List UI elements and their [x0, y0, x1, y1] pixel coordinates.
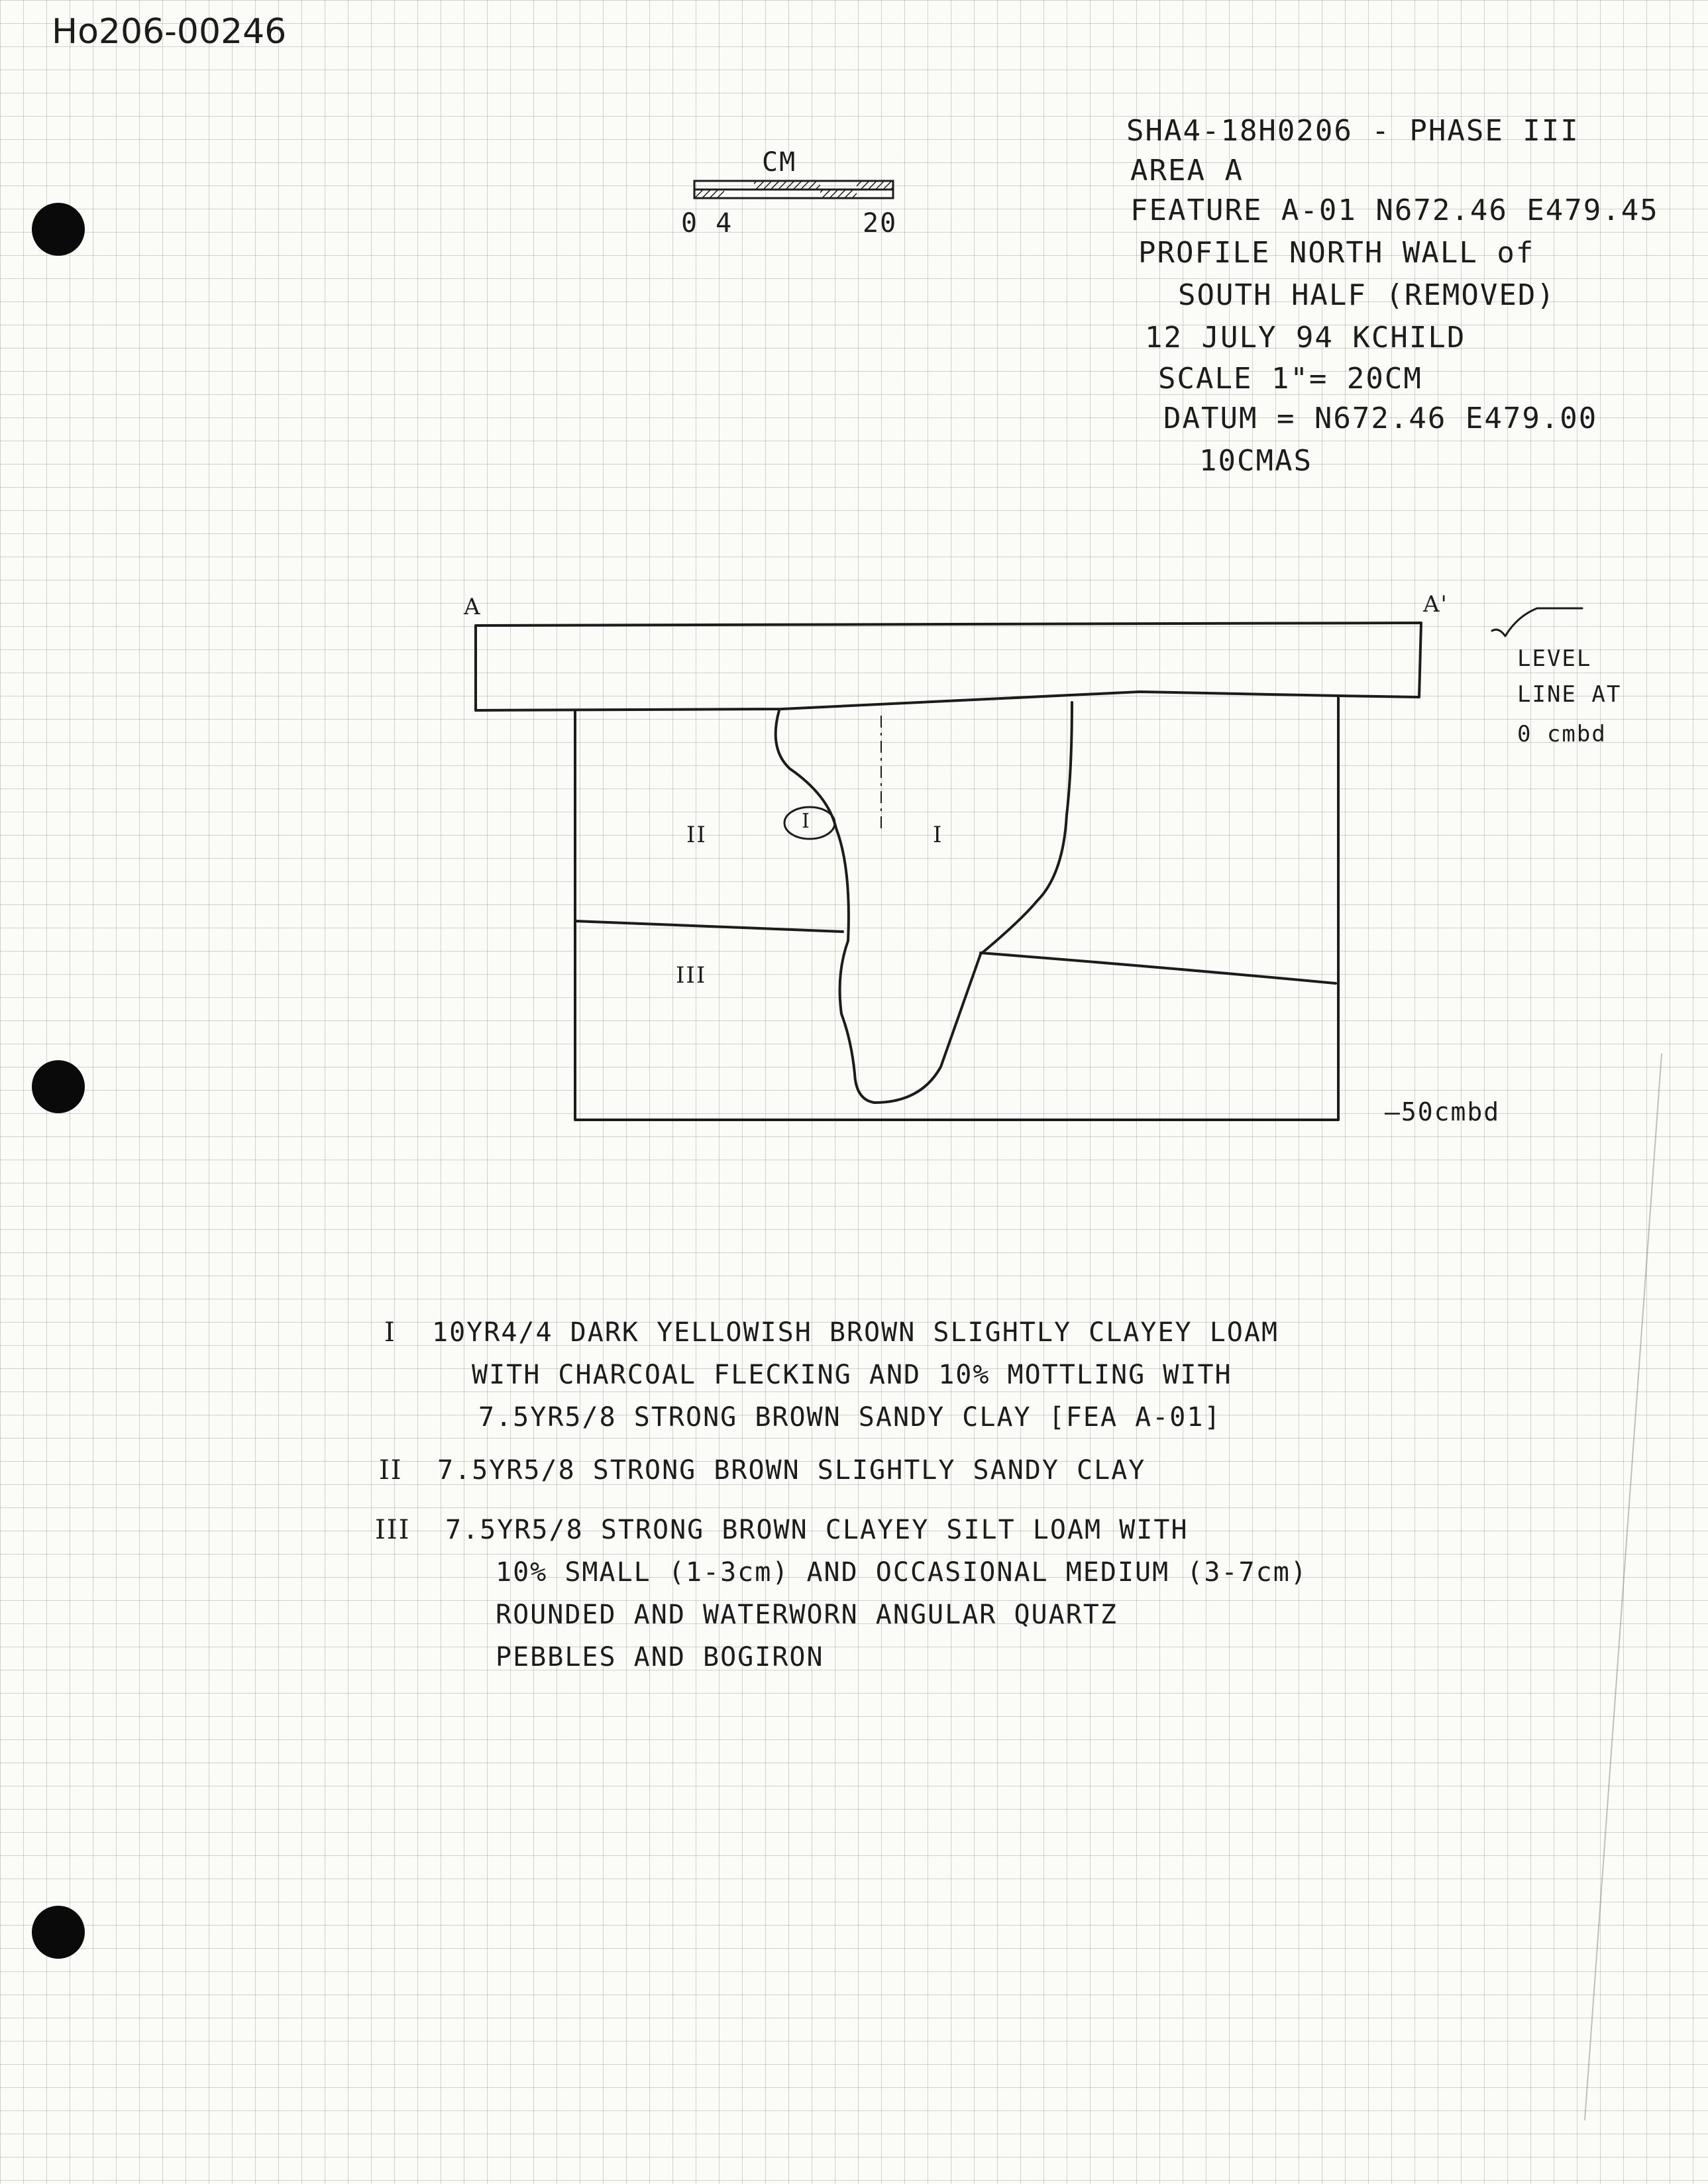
- horizon-boundary-left: [575, 921, 843, 932]
- header-area: AREA A: [1130, 154, 1244, 188]
- header-scale: SCALE 1"= 20CM: [1158, 362, 1422, 396]
- zone-label-left-upper: II: [686, 822, 707, 848]
- header-south-half: SOUTH HALF (REMOVED): [1178, 278, 1556, 312]
- level-line-band: [476, 623, 1421, 710]
- soil-line: 10YR4/4 DARK YELLOWISH BROWN SLIGHTLY CLAYEY LOAM: [432, 1317, 1279, 1348]
- scale-bar-end-label: 20: [863, 208, 898, 239]
- soil-numeral: III: [375, 1515, 411, 1545]
- level-note-line2: LINE AT: [1517, 681, 1622, 708]
- level-note-line3: 0 cmbd: [1517, 721, 1607, 747]
- header-date-recorder: 12 JULY 94 KCHILD: [1145, 321, 1466, 355]
- zone-label-right-upper: I: [933, 822, 943, 848]
- page-id: Ho206-00246: [52, 12, 287, 52]
- zone-label-lower: III: [676, 962, 707, 989]
- check-mark: [1492, 608, 1582, 636]
- soil-line: 7.5YR5/8 STRONG BROWN SLIGHTLY SANDY CLAY: [437, 1455, 1146, 1486]
- paper-crease: [1585, 1054, 1662, 2120]
- header-datum: DATUM = N672.46 E479.00: [1163, 402, 1598, 435]
- profile-frame: [575, 696, 1338, 1120]
- soil-line: 7.5YR5/8 STRONG BROWN SANDY CLAY [FEA A-01]: [478, 1402, 1222, 1433]
- point-a-label: A: [464, 594, 482, 620]
- scale-bar-unit-label: CM: [762, 147, 797, 178]
- scale-bar-start-label: 0 4: [681, 208, 733, 239]
- header-profile: PROFILE NORTH WALL of: [1138, 236, 1535, 270]
- soil-line: PEBBLES AND BOGIRON: [496, 1642, 824, 1672]
- header-datum-note: 10CMAS: [1199, 444, 1312, 478]
- point-a-prime-label: A': [1423, 591, 1448, 618]
- bottom-depth-label: —50cmbd: [1385, 1097, 1501, 1126]
- soil-line: ROUNDED AND WATERWORN ANGULAR QUARTZ: [496, 1600, 1118, 1630]
- header-site-number: SHA4-18H0206 - PHASE III: [1126, 114, 1579, 148]
- soil-line: WITH CHARCOAL FLECKING AND 10% MOTTLING WITH: [472, 1360, 1232, 1390]
- soil-line: 10% SMALL (1-3cm) AND OCCASIONAL MEDIUM (3-7cm): [496, 1557, 1308, 1588]
- header-feature: FEATURE A-01 N672.46 E479.45: [1130, 193, 1659, 227]
- level-note-line1: LEVEL: [1517, 645, 1592, 672]
- soil-numeral: I: [384, 1317, 396, 1348]
- soil-line: 7.5YR5/8 STRONG BROWN CLAYEY SILT LOAM WITH: [445, 1515, 1189, 1545]
- zone-label-feature: I: [802, 810, 811, 833]
- soil-numeral: II: [379, 1455, 403, 1486]
- feature-boundary: [776, 702, 1072, 1103]
- horizon-boundary-right: [981, 953, 1336, 983]
